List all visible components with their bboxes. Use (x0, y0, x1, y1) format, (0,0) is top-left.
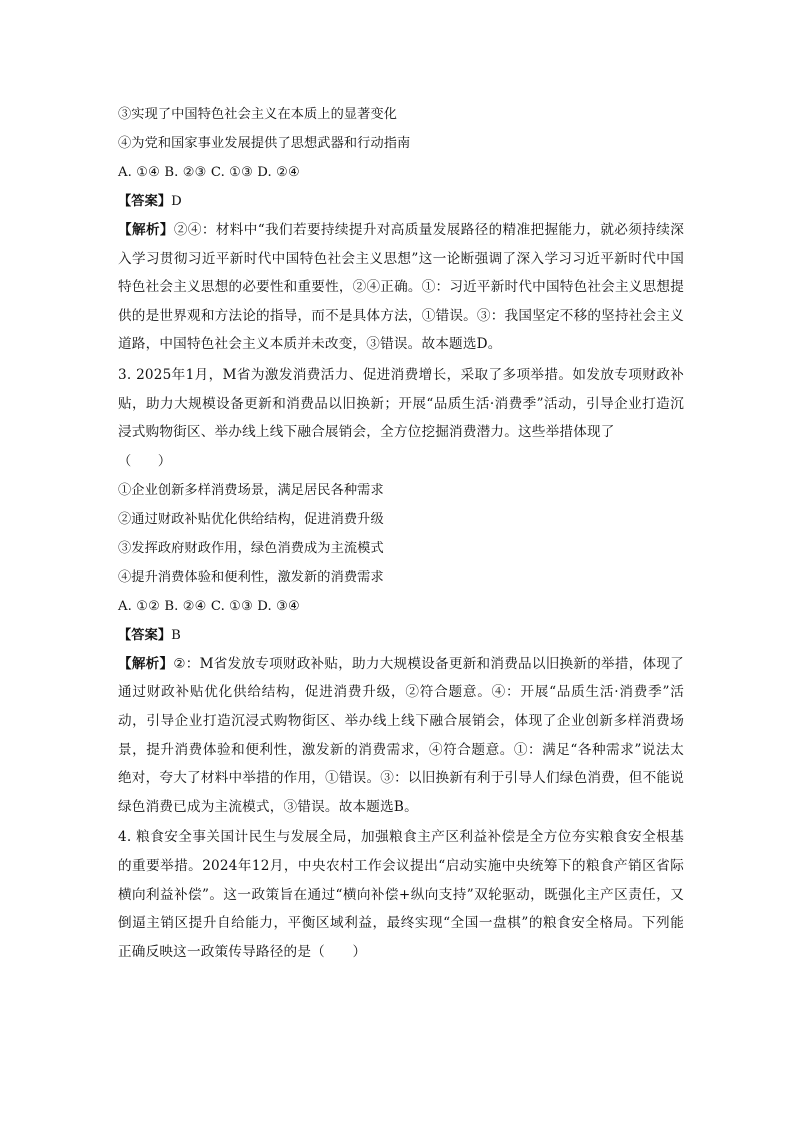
analysis-text: ②④：材料中“我们若要持续提升对高质量发展路径的精准把握能力，就必须持续深入学习贯彻习近平新时代中国特色社会主义思想”这一论断强调了深入学习习近平新时代中国特色社会主义思想的必要性和重要性，②④正确。①：习近平新时代中国特色社会主义思想提供的是世界观和方法论的指导，而不是具体方法，①错误。③：我国坚定不移的坚持社会主义道路，中国特色社会主义本质并未改变，③错误。故本题选D。 (118, 222, 684, 353)
q2-answer (118, 187, 684, 216)
q3-option-1: ①企业创新多样消费场景，满足居民各种需求 (118, 482, 384, 498)
q3-option-3: ③发挥政府财政作用，绿色消费成为主流模式 (118, 540, 384, 556)
answer-value: D (171, 194, 182, 209)
q3-answer (118, 621, 684, 650)
q3-stem: 3. 2025年1月，M省为激发消费活力、促进消费增长，采取了多项举措。如发放专项财政补贴，助力大规模设备更新和消费品以旧换新；开展“品质生活·消费季”活动，引导企业打造沉浸式购物街区、举办线上线下融合展销会，全方位挖掘消费潜力。这些举措体现了 (118, 366, 684, 441)
q3-option-4: ④提升消费体验和便利性，激发新的消费需求 (118, 569, 384, 585)
q2-analysis (118, 216, 684, 359)
q2-choices: A. ①④ B. ②③ C. ①③ D. ②④ (118, 165, 300, 180)
q3-blank: （ ） (118, 453, 172, 469)
analysis-label: 【解析】 (118, 655, 174, 672)
q4-stem: 4. 粮食安全事关国计民生与发展全局，加强粮食主产区利益补偿是全方位夯实粮食安全根基的重要举措。2024年12月，中央农村工作会议提出“启动实施中央统筹下的粮食产销区省际横向利益补偿”。这一政策旨在通过“横向补偿+纵向支持”双轮驱动，既强化主产区责任，又倒逼主销区提升自给能力，平衡区域利益，最终实现“全国一盘棋”的粮食安全格局。下列能正确反映这一政策传导路径的是（ ） (118, 829, 684, 960)
answer-value: B (171, 627, 181, 643)
q3-choices: A. ①② B. ②④ C. ①③ D. ③④ (118, 598, 300, 614)
analysis-text: ②：M省发放专项财政补贴，助力大规模设备更新和消费品以旧换新的举措，体现了通过财政补贴优化供给结构，促进消费升级，②符合题意。④：开展“品质生活·消费季”活动，引导企业打造沉浸式购物街区、举办线上线下融合展销会，体现了企业创新多样消费场景，提升消费体验和便利性，激发新的消费需求，④符合题意。①：满足“各种需求”说法太绝对，夸大了材料中举措的作用，①错误。③：以旧换新有利于引导人们绿色消费，但不能说绿色消费已成为主流模式，③错误。故本题选B。 (118, 655, 684, 815)
answer-label: 【答案】 (118, 627, 172, 643)
q2-option-3: ③实现了中国特色社会主义在本质上的显著变化 (118, 107, 398, 122)
q2-option-4: ④为党和国家事业发展提供了思想武器和行动指南 (118, 136, 411, 151)
document-page (118, 100, 684, 966)
q3-option-2: ②通过财政补贴优化供给结构，促进消费升级 (118, 511, 384, 527)
analysis-label: 【解析】 (118, 222, 174, 238)
q3-analysis (118, 650, 684, 822)
answer-label: 【答案】 (118, 194, 172, 209)
